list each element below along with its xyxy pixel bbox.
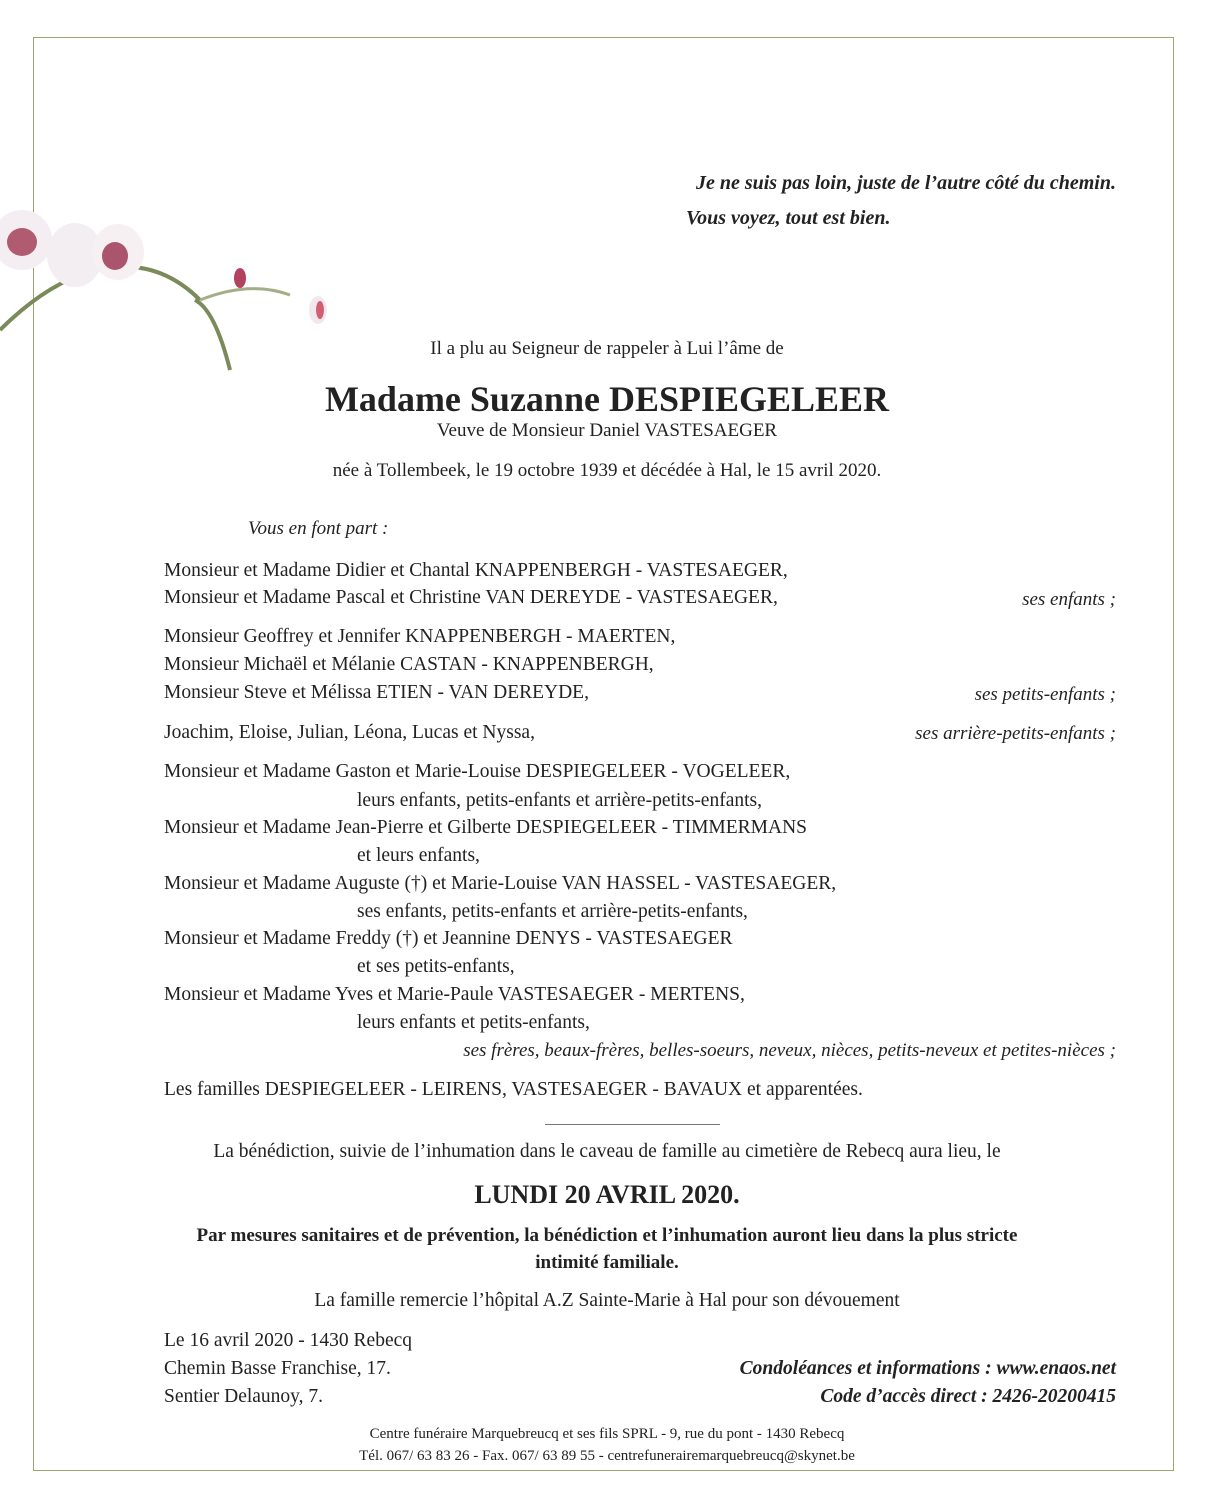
address-line: Le 16 avril 2020 - 1430 Rebecq [164, 1330, 413, 1351]
family-line: et ses petits-enfants, [357, 956, 515, 977]
family-line: Monsieur et Madame Pascal et Christine VAN DEREYDE - VASTESAEGER, [164, 587, 778, 608]
sanitary-notice-1: Par mesures sanitaires et de prévention, la bénédiction et l’inhumation auront lieu dans la plus stricte [196, 1225, 1018, 1246]
announcement-intro: Il a plu au Seigneur de rappeler à Lui l’âme de [430, 338, 784, 359]
family-line: Monsieur et Madame Gaston et Marie-Louise DESPIEGELEER - VOGELEER, [164, 761, 791, 782]
separator [545, 1124, 720, 1125]
address-line: Chemin Basse Franchise, 17. [164, 1358, 391, 1379]
role-label: ses arrière-petits-enfants ; [915, 723, 1116, 744]
thanks-line: La famille remercie l’hôpital A.Z Sainte-Marie à Hal pour son dévouement [314, 1290, 900, 1311]
ceremony-date: LUNDI 20 AVRIL 2020. [474, 1180, 740, 1209]
family-line: Monsieur Steve et Mélissa ETIEN - VAN DEREYDE, [164, 682, 589, 703]
family-line: Monsieur et Madame Yves et Marie-Paule VASTESAEGER - MERTENS, [164, 984, 745, 1005]
orchid-stem-3 [200, 289, 290, 300]
orchid-bud [234, 268, 246, 288]
funeral-home-address: Centre funéraire Marquebreucq et ses fils SPRL - 9, rue du pont - 1430 Rebecq [369, 1426, 845, 1442]
role-label: ses enfants ; [1022, 589, 1116, 610]
family-line: Joachim, Eloise, Julian, Léona, Lucas et Nyssa, [164, 722, 535, 743]
family-line: Monsieur et Madame Auguste (†) et Marie-Louise VAN HASSEL - VASTESAEGER, [164, 873, 837, 894]
family-heading: Vous en font part : [248, 518, 389, 539]
orchid-lip [7, 228, 37, 256]
deceased-name: Madame Suzanne DESPIEGELEER [324, 379, 890, 419]
family-line: Monsieur et Madame Jean-Pierre et Gilberte DESPIEGELEER - TIMMERMANS [164, 817, 808, 838]
quote-line-1: Je ne suis pas loin, juste de l’autre côté du chemin. [695, 172, 1116, 194]
widow-line: Veuve de Monsieur Daniel VASTESAEGER [436, 420, 778, 441]
family-line: Monsieur et Madame Didier et Chantal KNAPPENBERGH - VASTESAEGER, [164, 560, 788, 581]
family-line: ses enfants, petits-enfants et arrière-petits-enfants, [357, 901, 748, 922]
condolences-line: Condoléances et informations : www.enaos.net [739, 1358, 1116, 1379]
address-line: Sentier Delaunoy, 7. [164, 1386, 324, 1407]
role-label: ses petits-enfants ; [974, 684, 1116, 705]
families-line: Les familles DESPIEGELEER - LEIRENS, VASTESAEGER - BAVAUX et apparentées. [164, 1079, 863, 1100]
orchid-bud [316, 301, 324, 319]
quote-line-2: Vous voyez, tout est bien. [686, 207, 891, 229]
orchid-lip [102, 242, 128, 270]
family-line: Monsieur et Madame Freddy (†) et Jeannine DENYS - VASTESAEGER [164, 928, 733, 949]
ceremony-text: La bénédiction, suivie de l’inhumation dans le caveau de famille au cimetière de Rebecq aura lieu, le [213, 1141, 1001, 1162]
role-label: ses frères, beaux-frères, belles-soeurs, neveux, nièces, petits-neveux et petites-nièces ; [463, 1040, 1116, 1061]
orchid-stem [0, 267, 200, 330]
family-line: Monsieur Michaël et Mélanie CASTAN - KNAPPENBERGH, [164, 654, 654, 675]
family-line: leurs enfants, petits-enfants et arrière-petits-enfants, [357, 790, 762, 811]
family-line: Monsieur Geoffrey et Jennifer KNAPPENBERGH - MAERTEN, [164, 626, 676, 647]
family-line: et leurs enfants, [357, 845, 480, 866]
birth-death-dates: née à Tollembeek, le 19 octobre 1939 et décédée à Hal, le 15 avril 2020. [332, 460, 882, 481]
access-code-line: Code d’accès direct : 2426-20200415 [820, 1386, 1116, 1407]
funeral-home-contact: Tél. 067/ 63 83 26 - Fax. 067/ 63 89 55 - centrefunerairemarquebreucq@skynet.be [359, 1448, 855, 1464]
family-line: leurs enfants et petits-enfants, [357, 1012, 590, 1033]
sanitary-notice-2: intimité familiale. [535, 1252, 679, 1273]
